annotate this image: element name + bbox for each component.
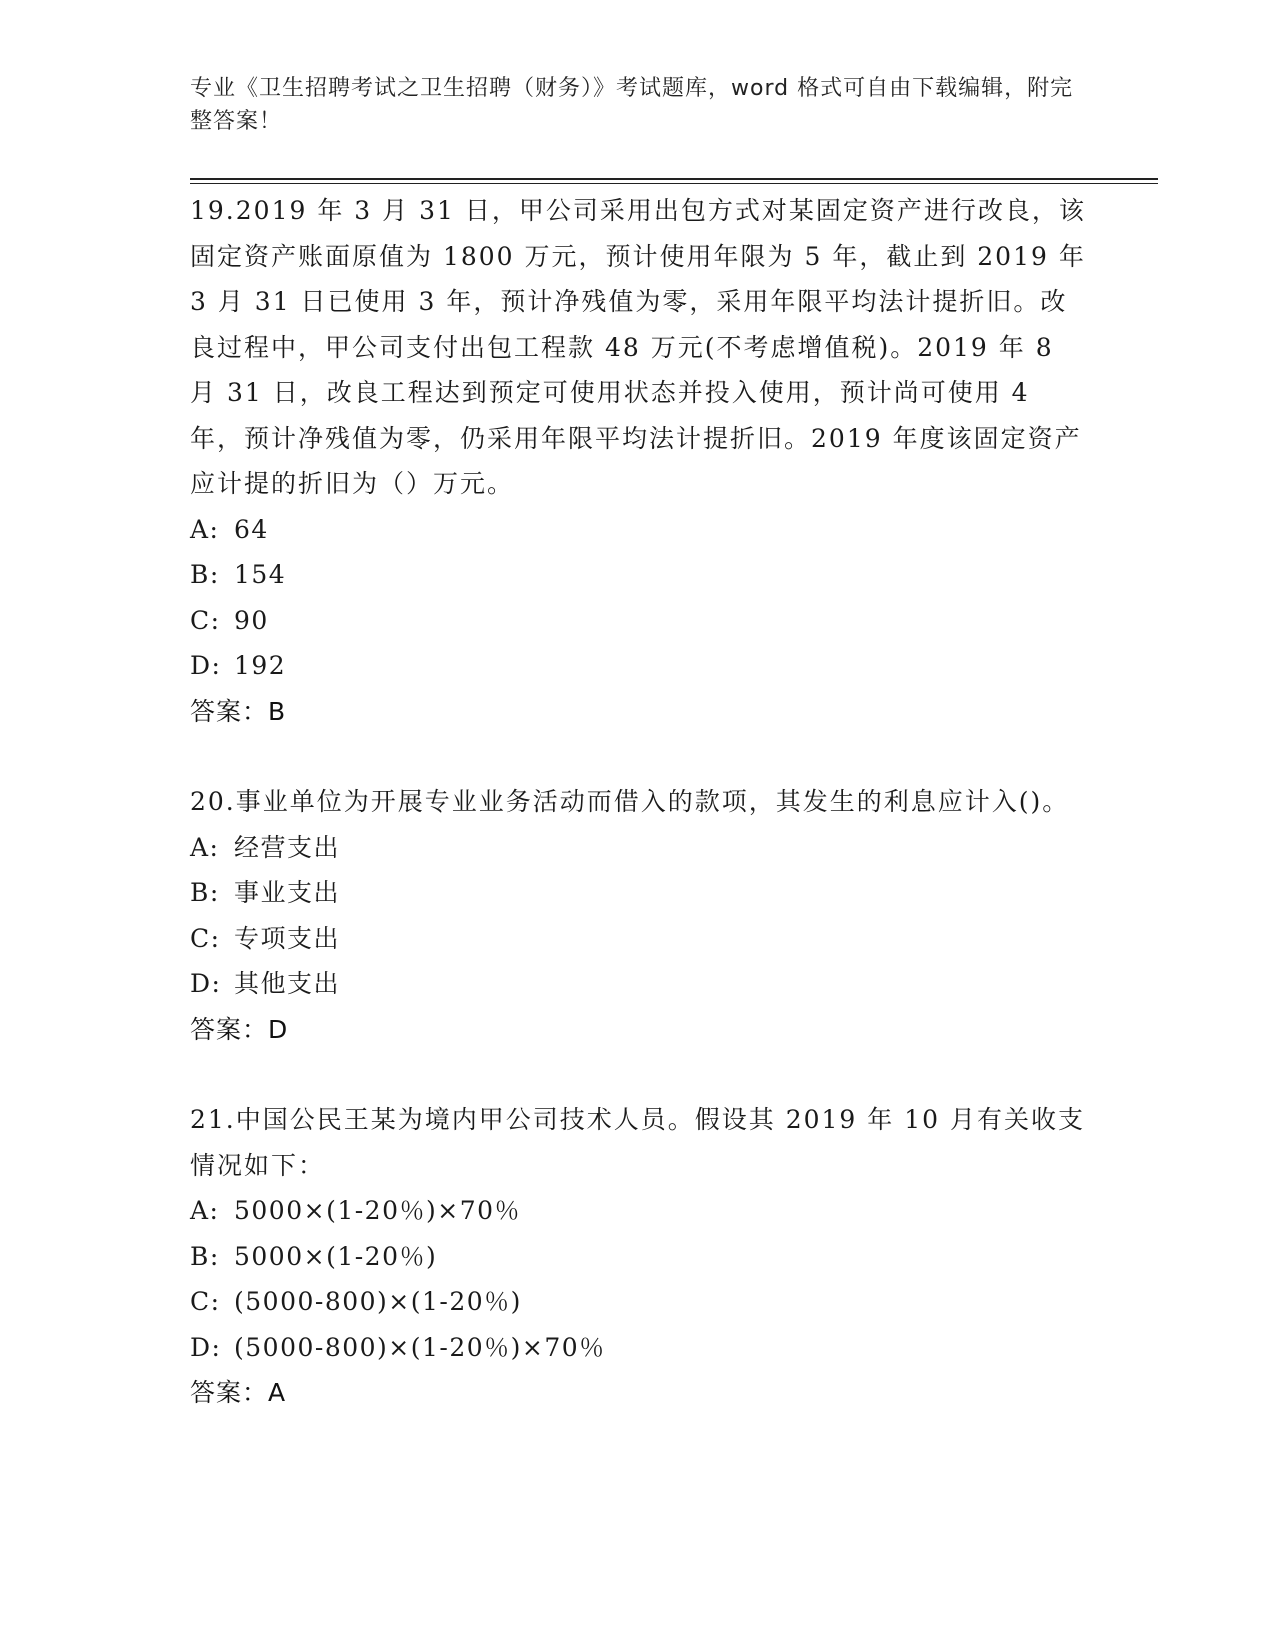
option-value: 专项支出	[234, 923, 341, 953]
option-b	[190, 552, 1090, 598]
option-value: 事业支出	[234, 878, 341, 907]
option-value: 5000×(1-20％)×70％	[234, 1196, 522, 1225]
option-c	[190, 598, 1090, 644]
question-text: 20.事业单位为开展专业业务活动而借入的款项，其发生的利息应计入()。	[190, 787, 1070, 816]
option-letter: A:	[190, 514, 220, 544]
option-letter: B:	[190, 1241, 220, 1271]
header-rule-thin	[190, 183, 1158, 184]
option-c	[190, 916, 1090, 962]
option-value: 经营支出	[234, 832, 341, 862]
option-d	[190, 1325, 1090, 1371]
option-b	[190, 1234, 1090, 1280]
option-letter: A:	[190, 1196, 220, 1225]
option-letter: C:	[190, 1287, 221, 1316]
option-letter: D:	[190, 969, 222, 998]
option-value: 其他支出	[234, 969, 341, 998]
option-d	[190, 961, 1090, 1007]
question-21	[190, 1097, 1090, 1416]
question-list	[190, 188, 1090, 1461]
option-d	[190, 643, 1090, 689]
option-value: 90	[234, 605, 269, 635]
option-letter: D:	[190, 651, 222, 680]
option-a	[190, 507, 1090, 553]
option-a	[190, 825, 1090, 871]
option-letter: B:	[190, 560, 220, 589]
question-19	[190, 188, 1090, 734]
option-b	[190, 870, 1090, 916]
option-letter: B:	[190, 878, 220, 907]
option-value: (5000-800)×(1-20％)	[234, 1287, 522, 1316]
option-value: 154	[234, 560, 287, 589]
header-rule-thick	[190, 178, 1158, 180]
answer: 答案：B	[190, 696, 287, 726]
option-value: 5000×(1-20％)	[234, 1241, 438, 1271]
option-letter: D:	[190, 1332, 222, 1362]
option-a	[190, 1188, 1090, 1234]
question-text: 21.中国公民王某为境内甲公司技术人员。假设其 2019 年 10 月有关收支情况如下：	[190, 1105, 1085, 1180]
answer: 答案：D	[190, 1014, 289, 1044]
page-header: 专业《卫生招聘考试之卫生招聘（财务）》考试题库，word 格式可自由下载编辑，附完整答案！	[190, 76, 1074, 134]
option-letter: C:	[190, 605, 221, 635]
option-value: 192	[234, 651, 287, 680]
option-letter: C:	[190, 923, 221, 953]
question-20	[190, 779, 1090, 1052]
option-c	[190, 1279, 1090, 1325]
option-letter: A:	[190, 832, 220, 862]
answer: 答案：A	[190, 1378, 287, 1407]
option-value: (5000-800)×(1-20％)×70％	[234, 1332, 606, 1362]
question-text: 19.2019 年 3 月 31 日，甲公司采用出包方式对某固定资产进行改良，该固定资产账面原值为 1800 万元，预计使用年限为 5 年，截止到 2019 年 3 月 31 日已使用 3 年，预计净残值为零，采用年限平均法计提折旧。改良过程中，甲公司支付出包工程款 48 万元(不考虑增值税)。2019 年 8 月 31 日，改良工程达到预定可使用状态并投入使用，预计尚可使用 4 年，预计净残值为零，仍采用年限平均法计提折旧。2019 年度该固定资产应计提的折旧为（）万元。	[190, 196, 1086, 498]
option-value: 64	[234, 514, 269, 544]
